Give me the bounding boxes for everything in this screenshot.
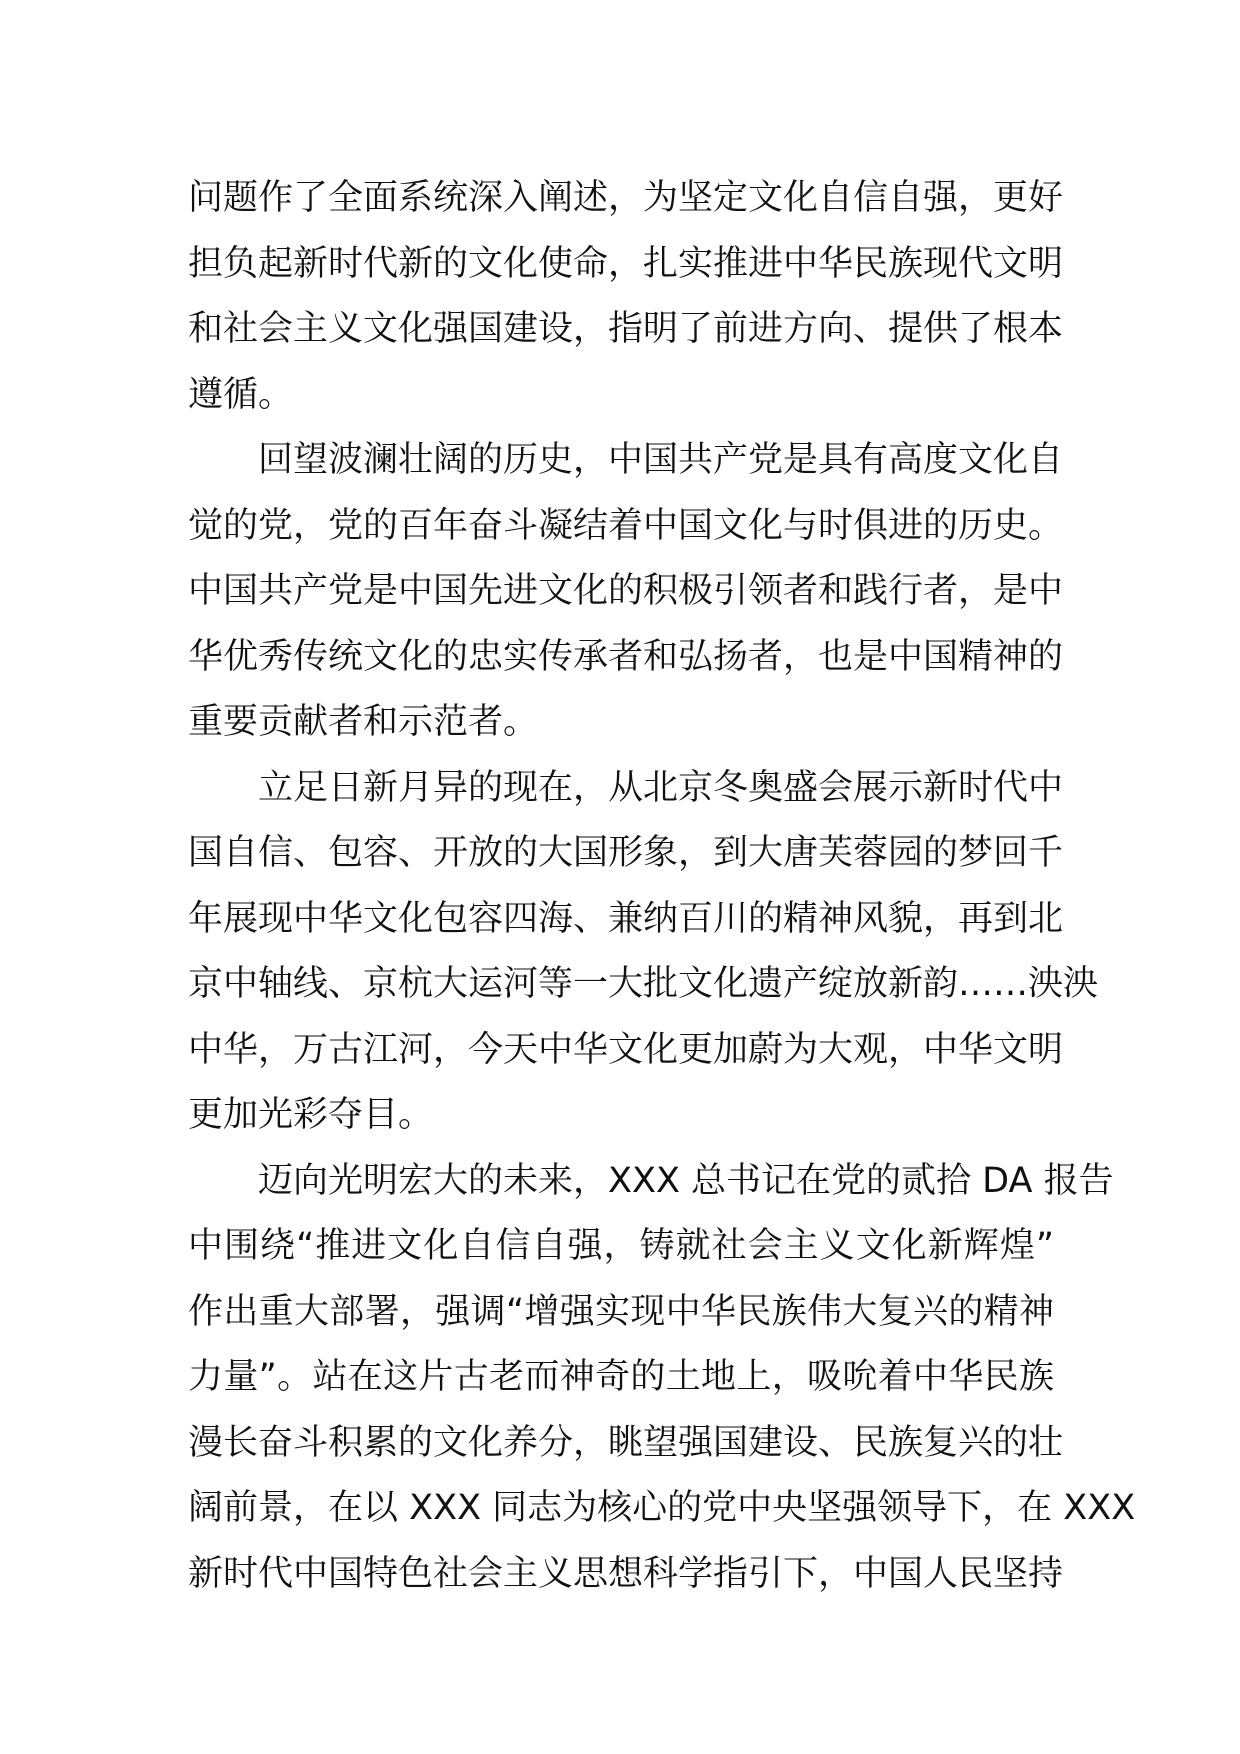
text-line: 阔前景，在以 XXX 同志为核心的党中央坚强领导下，在 XXX	[188, 1488, 1136, 1528]
text-line: 立足日新月异的现在，从北京冬奥盛会展示新时代中	[258, 767, 1064, 808]
text-line: 京中轴线、京杭大运河等一大批文化遗产绽放新韵……泱泱	[188, 964, 1099, 1004]
text-line: 回望波澜壮阔的历史，中国共产党是具有高度文化自	[258, 440, 1064, 480]
text-line: 觉的党，党的百年奋斗凝结着中国文化与时俱进的历史。	[188, 505, 1064, 546]
text-line: 中国共产党是中国先进文化的积极引领者和践行者，是中	[188, 571, 1064, 611]
text-line: 力量”。站在这片古老而神奇的土地上，吸吮着中华民族	[188, 1357, 1054, 1397]
text-line: 中华，万古江河，今天中华文化更加蔚为大观，中华文明	[188, 1029, 1064, 1070]
text-line: 重要贡献者和示范者。	[188, 702, 539, 742]
text-line: 问题作了全面系统深入阐述，为坚定文化自信自强，更好	[188, 178, 1064, 218]
text-line: 和社会主义文化强国建设，指明了前进方向、提供了根本	[188, 309, 1064, 349]
body-text	[188, 166, 1136, 1607]
text-line: 国自信、包容、开放的大国形象，到大唐芙蓉园的梦回千	[188, 833, 1064, 873]
text-line: 中围绕“推进文化自信自强，铸就社会主义文化新辉煌”	[188, 1226, 1054, 1266]
text-line: 更加光彩夺目。	[188, 1095, 434, 1135]
text-line: 作出重大部署，强调“增强实现中华民族伟大复兴的精神	[188, 1291, 1054, 1332]
text-line: 年展现中华文化包容四海、兼纳百川的精神风貌，再到北	[188, 898, 1064, 939]
text-line: 华优秀传统文化的忠实传承者和弘扬者，也是中国精神的	[188, 636, 1064, 677]
text-line: 新时代中国特色社会主义思想科学指引下，中国人民坚持	[188, 1553, 1064, 1594]
text-line: 担负起新时代新的文化使命，扎实推进中华民族现代文明	[188, 243, 1064, 284]
text-line: 迈向光明宏大的未来，XXX 总书记在党的贰拾 DA 报告	[258, 1160, 1114, 1201]
text-line: 遵循。	[188, 374, 294, 415]
text-line: 漫长奋斗积累的文化养分，眺望强国建设、民族复兴的壮	[188, 1422, 1064, 1463]
